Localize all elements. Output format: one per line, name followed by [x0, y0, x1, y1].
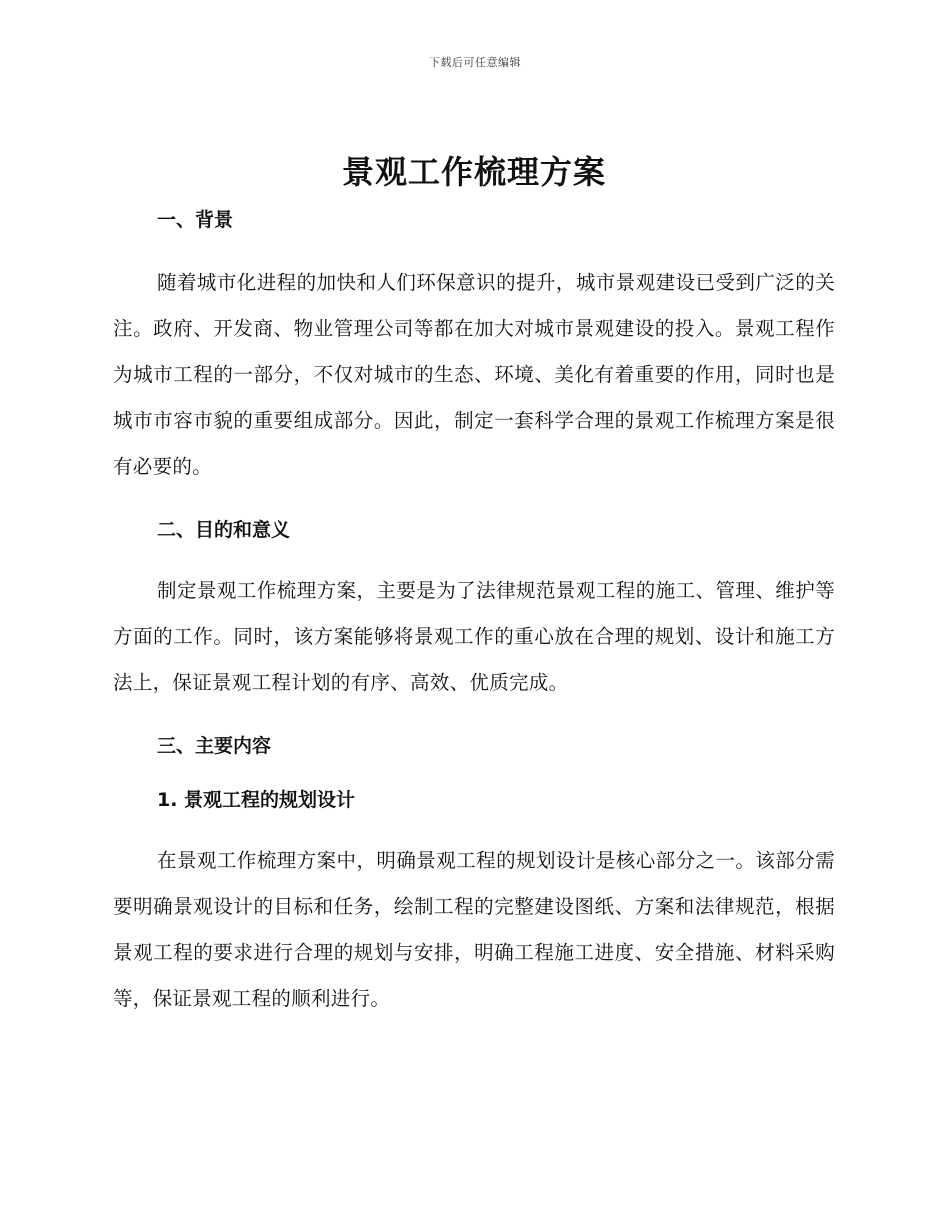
section-heading-background: 一、背景 [157, 209, 234, 231]
section-heading-main-content: 三、主要内容 [157, 735, 272, 757]
document-body [113, 148, 835, 1022]
header-note: 下载后可任意编辑 [429, 56, 521, 69]
paragraph-background: 随着城市化进程的加快和人们环保意识的提升，城市景观建设已受到广泛的关注。政府、开发商、物业管理公司等都在加大对城市景观建设的投入。景观工程作为城市工程的一部分，不仅对城市的生态、环境、美化有着重要的作用，同时也是城市市容市貌的重要组成部分。因此，制定一套科学合理的景观工作梳理方案是很有必要的。 [113, 271, 835, 478]
section-heading-purpose: 二、目的和意义 [157, 519, 291, 541]
document-title: 景观工作梳理方案 [341, 153, 606, 191]
paragraph-planning-design: 在景观工作梳理方案中，明确景观工程的规划设计是核心部分之一。该部分需要明确景观设计的目标和任务，绘制工程的完整建设图纸、方案和法律规范，根据景观工程的要求进行合理的规划与安排，明确工程施工进度、安全措施、材料采购等，保证景观工程的顺利进行。 [113, 849, 835, 1010]
paragraph-purpose: 制定景观工作梳理方案，主要是为了法律规范景观工程的施工、管理、维护等方面的工作。同时，该方案能够将景观工作的重心放在合理的规划、设计和施工方法上，保证景观工程计划的有序、高效、优质完成。 [113, 579, 835, 694]
subsection-heading-planning-design: 1. 景观工程的规划设计 [157, 789, 356, 811]
